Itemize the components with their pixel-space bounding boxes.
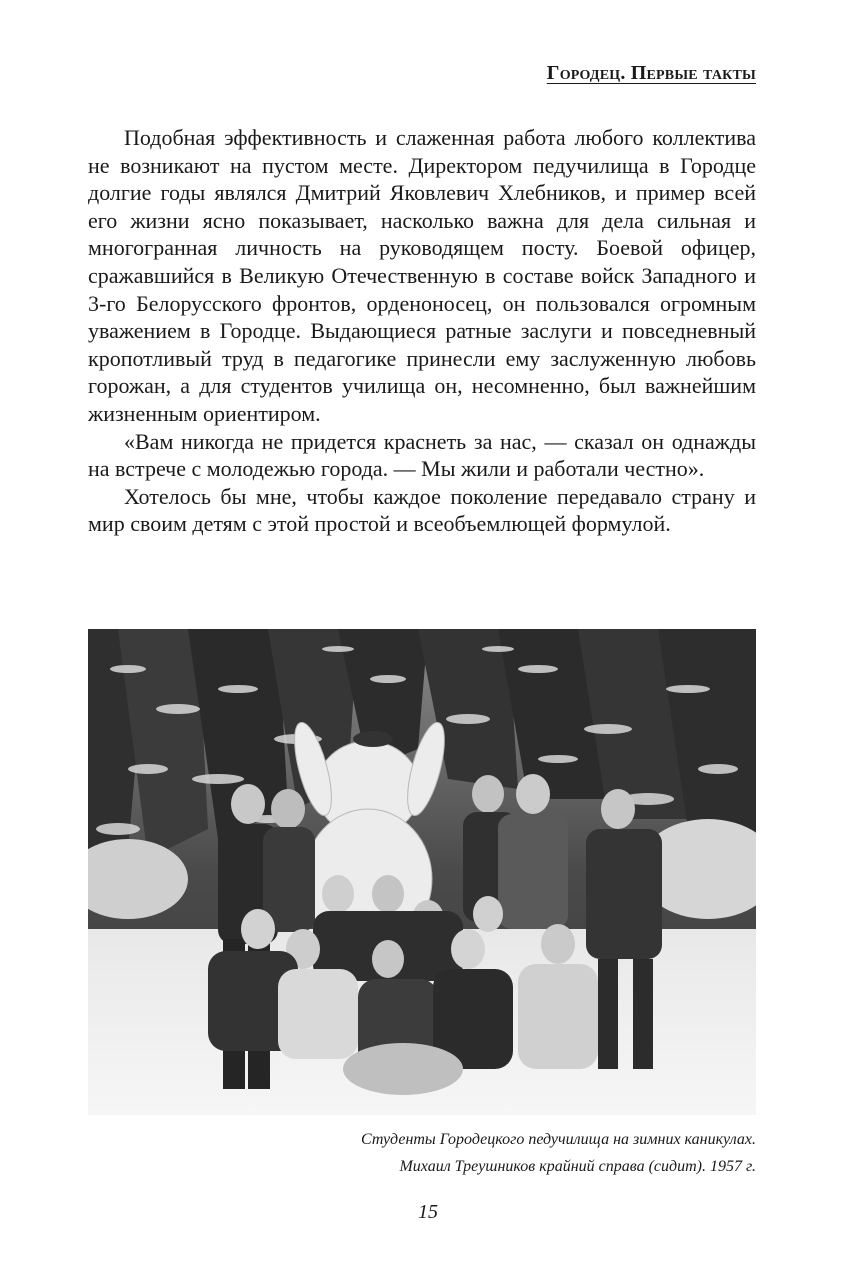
caption-line-1: Студенты Городецкого педучилища на зимних каникулах. <box>360 1131 756 1148</box>
page-number: 15 <box>418 1201 438 1223</box>
paragraph-2: «Вам никогда не придется краснеть за нас, — сказал он однажды на встрече с молодежью города. — Мы жили и работали честно». <box>88 428 756 482</box>
group-photo <box>88 629 756 1115</box>
photo-caption <box>88 1126 756 1180</box>
body-text <box>88 124 756 538</box>
paragraph-3: Хотелось бы мне, чтобы каждое поколение передавало страну и мир своим детям с этой простой и всеобъемлющей формулой. <box>88 483 756 537</box>
caption-line-2: Михаил Треушников крайний справа (сидит). 1957 г. <box>399 1158 756 1175</box>
paragraph-1: Подобная эффективность и слаженная работа любого коллектива не возникают на пустом месте. Директором педучилища в Городце долгие годы являлся Дмитрий Яковлевич Хлебников, и пример всей его жизни ясно показывает, насколько важна для дела сильная и многогранная личность на руководящем посту. Боевой офицер, сражавшийся в Великую Отечественную в составе войск Западного и 3-го Белорусского фронтов, орденоносец, он пользовался огромным уважением в Городце. Выдающиеся ратные заслуги и повседневный кропотливый труд в педагогике принесли ему заслуженную любовь горожан, а для студентов училища он, несомненно, был важнейшим жизненным ориентиром. <box>88 125 756 426</box>
running-header: Городец. Первые такты <box>546 62 756 84</box>
